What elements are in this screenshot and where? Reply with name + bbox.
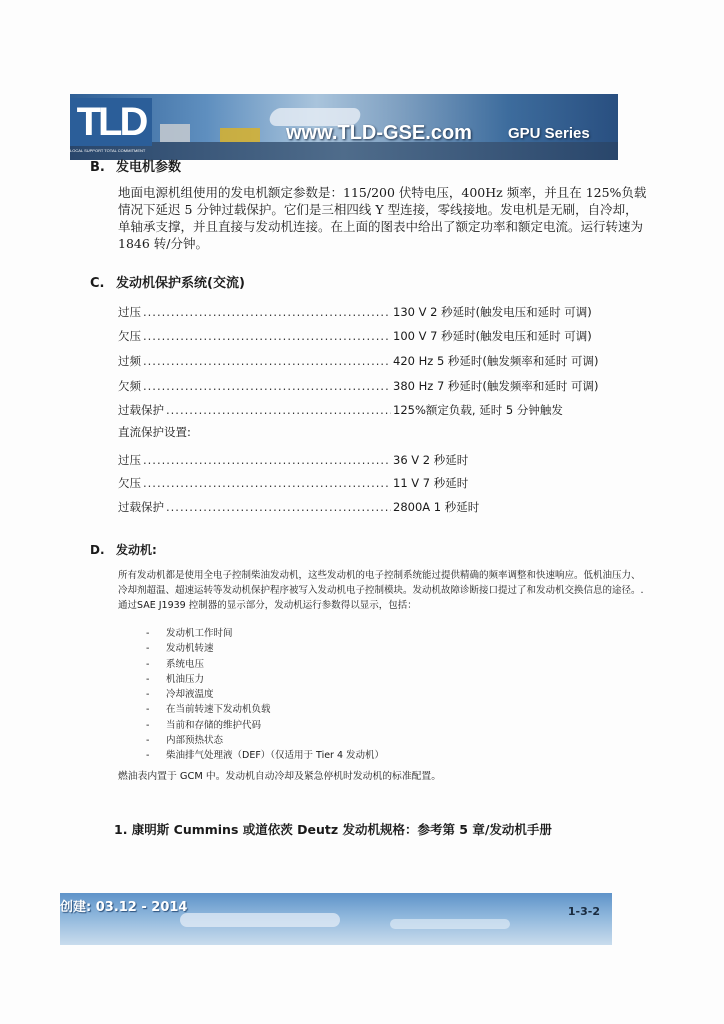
row-label: 过频 [118,354,141,368]
leader-dots [166,500,391,514]
list-item: - 在当前转速下发动机负载 [146,702,384,717]
footer-banner [60,893,612,945]
row-label: 过载保护 [118,403,164,417]
list-item: - 机油压力 [146,672,384,687]
engine-parameter-list [146,626,384,764]
leader-dots [143,379,391,393]
row-value: 2800A 1 秒延时 [393,500,480,514]
section-c-letter: C. [90,276,105,291]
ac-protection-row [118,401,618,419]
list-item: - 发动机工作时间 [146,626,384,641]
section-b-letter: B. [90,160,105,175]
leader-dots [143,329,391,343]
row-value: 100 V 7 秒延时(触发电压和延时 可调) [393,329,592,343]
page-number: 1-3-2 [567,905,600,918]
cloud-graphic [180,913,340,927]
row-value: 380 Hz 7 秒延时(触发频率和延时 可调) [393,379,599,393]
row-label: 过压 [118,305,141,319]
row-label: 过载保护 [118,500,164,514]
section-b-title: 发电机参数 [116,160,182,175]
dc-protection-row [118,451,618,469]
leader-dots [143,476,391,490]
header-banner [70,94,618,160]
row-value: 130 V 2 秒延时(触发电压和延时 可调) [393,305,592,319]
series-title: GPU Series [508,125,590,142]
dc-protection-title: 直流保护设置: [118,425,191,439]
fuel-gauge-note: 燃油表内置于 GCM 中。发动机自动冷却及紧急停机时发动机的标准配置。 [118,771,442,782]
leader-dots [166,403,391,417]
ac-protection-row [118,377,618,395]
dc-protection-row [118,498,618,516]
creation-date: 创建: 03.12 - 2014 [60,900,188,915]
list-item: - 柴油排气处理液（DEF）（仅适用于 Tier 4 发动机） [146,748,384,763]
row-label: 欠压 [118,476,141,490]
list-item: - 发动机转速 [146,641,384,656]
row-label: 欠频 [118,379,141,393]
logo-tagline: LOCAL SUPPORT TOTAL COMMITMENT [70,148,146,153]
list-item: - 当前和存储的维护代码 [146,718,384,733]
section-c-title: 发动机保护系统(交流) [116,276,245,291]
ac-protection-row [118,303,618,321]
list-item: - 系统电压 [146,657,384,672]
leader-dots [143,453,391,467]
section-d-letter: D. [90,543,105,557]
engine-spec-reference: 1. 康明斯 Cummins 或道依茨 Deutz 发动机规格：参考第 5 章/发动机手册 [114,822,552,837]
leader-dots [143,305,391,319]
row-label: 过压 [118,453,141,467]
section-b-heading [90,156,181,175]
website-url: www.TLD-GSE.com [286,122,472,144]
ac-protection-row [118,352,618,370]
section-d-title: 发动机: [116,543,157,557]
tld-logo: TLD [70,98,152,146]
ac-protection-row [118,327,618,345]
section-d-heading [90,541,157,558]
row-value: 420 Hz 5 秒延时(触发频率和延时 可调) [393,354,599,368]
section-d-paragraph: 所有发动机都是使用全电子控制柴油发动机，这些发动机的电子控制系统能过提供精确的频率调整和快速响应。低机油压力、冷却剂超温、超速运转等发动机保护程序被写入发动机电子控制模块。发动机故障诊断接口提过了和发动机交换信息的途径。.通过SAE J1939 控制器的显示部分，发动机运行参数得以显示，包括： [118,570,644,611]
section-c-heading [90,272,245,291]
list-item: - 冷却液温度 [146,687,384,702]
leader-dots [143,354,391,368]
row-label: 欠压 [118,329,141,343]
section-b-paragraph: 地面电源机组使用的发电机额定参数是：115/200 伏特电压，400Hz 频率，并且在 125%负载情况下延迟 5 分钟过载保护。它们是三相四线 Y 型连接，零线接地。发电机是无刷，自冷却，单轴承支撑，并且直接与发动机连接。在上面的图表中给出了额定功率和额定电流。运行转速为 1846 转/分钟。 [118,185,647,251]
row-value: 125%额定负载, 延时 5 分钟触发 [393,403,563,417]
dc-protection-row [118,474,618,492]
cloud-graphic [390,919,510,929]
row-value: 11 V 7 秒延时 [393,476,469,490]
list-item: - 内部预热状态 [146,733,384,748]
row-value: 36 V 2 秒延时 [393,453,469,467]
